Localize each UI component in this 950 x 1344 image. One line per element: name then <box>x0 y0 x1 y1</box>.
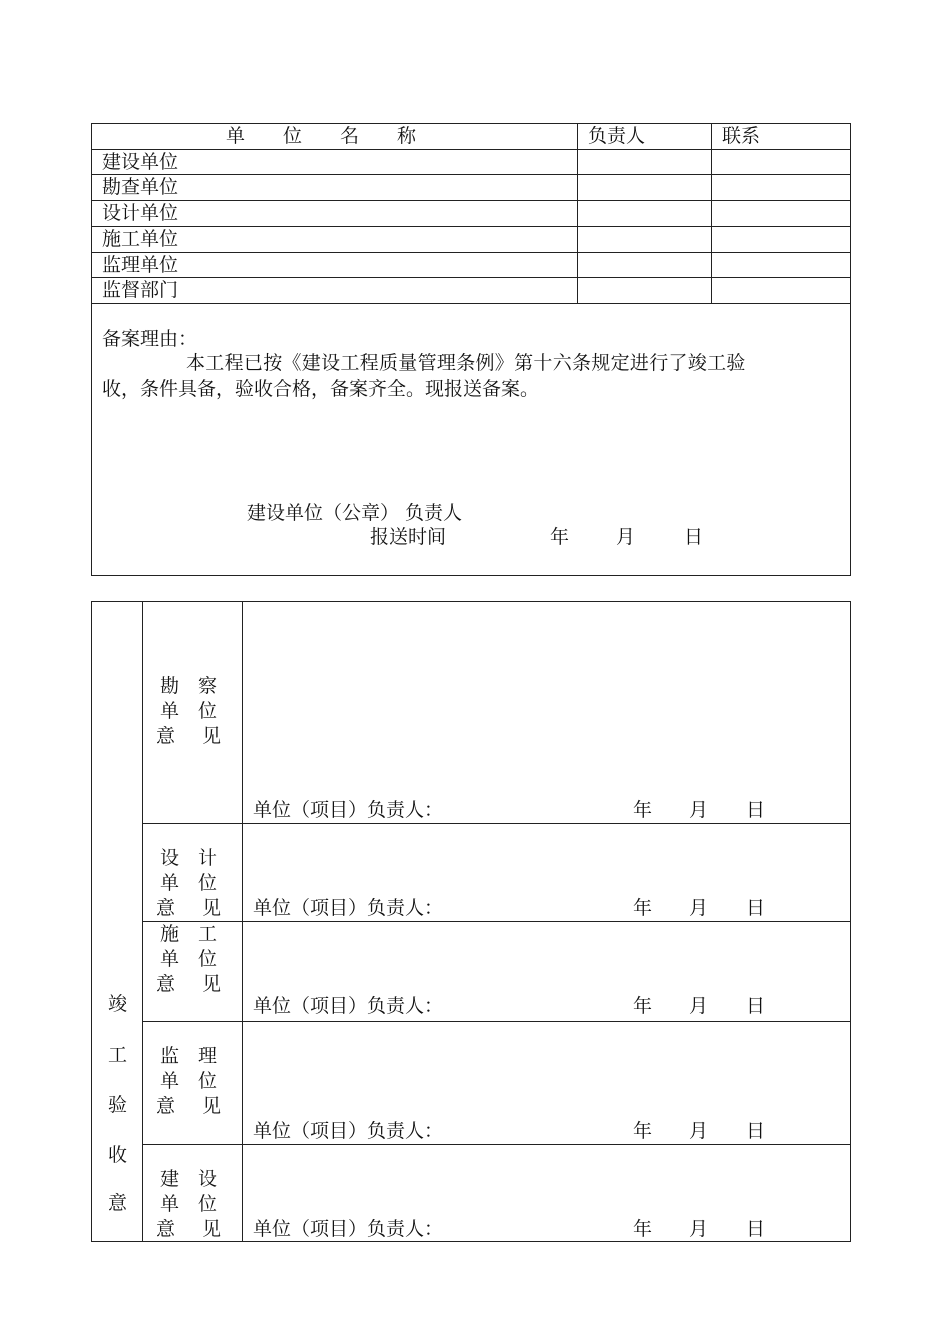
date-month: 月 <box>616 526 636 548</box>
signer-label: 单位（项目）负责人： <box>253 897 444 919</box>
section-label-line: 意 见 <box>156 1218 226 1240</box>
row-label-design-unit: 设计单位 <box>102 202 179 224</box>
section-label-line: 单 位 <box>160 872 218 894</box>
submit-time-label: 报送时间 <box>370 526 447 548</box>
side-label-char: 竣 <box>108 993 128 1015</box>
date-year: 年 <box>633 995 653 1017</box>
section-divider <box>142 921 851 922</box>
date-year: 年 <box>633 1218 653 1240</box>
row-label-oversight-department: 监督部门 <box>102 279 179 301</box>
seal-line: 建设单位（公章） 负责人 <box>247 502 463 524</box>
date-month: 月 <box>689 897 709 919</box>
date-day: 日 <box>746 995 766 1017</box>
table1-row-line <box>91 149 851 150</box>
date-day: 日 <box>746 799 766 821</box>
section-label-line: 设 计 <box>160 847 218 869</box>
table2-border-top <box>91 601 851 602</box>
section-label-line: 建 设 <box>160 1168 218 1190</box>
date-year: 年 <box>633 897 653 919</box>
side-label-char: 意 <box>108 1192 128 1214</box>
date-day: 日 <box>746 1120 766 1142</box>
section-label-line: 意 见 <box>156 725 226 747</box>
section-label-line: 意 见 <box>156 973 226 995</box>
table1-col-line <box>711 123 712 304</box>
table1-row-line <box>91 226 851 227</box>
side-label-char: 收 <box>108 1144 128 1166</box>
signer-label: 单位（项目）负责人： <box>253 1218 444 1240</box>
date-day: 日 <box>746 897 766 919</box>
section-divider <box>142 823 851 824</box>
filing-reason-text-line1: 本工程已按《建设工程质量管理条例》第十六条规定进行了竣工验 <box>186 352 746 374</box>
section-label-line: 单 位 <box>160 700 218 722</box>
header-contact: 联系 <box>722 125 761 147</box>
date-month: 月 <box>689 799 709 821</box>
date-month: 月 <box>689 1218 709 1240</box>
header-person-in-charge: 负责人 <box>588 125 646 147</box>
side-label-char: 工 <box>108 1044 128 1066</box>
table1-row-line <box>91 174 851 175</box>
date-month: 月 <box>689 995 709 1017</box>
filing-reason-label: 备案理由： <box>102 328 198 350</box>
section-label-line: 监 理 <box>160 1045 218 1067</box>
section-label-line: 施 工 <box>160 923 218 945</box>
table1-border-bottom <box>91 575 851 576</box>
section-divider <box>142 1144 851 1145</box>
table1-row-line <box>91 303 851 304</box>
signer-label: 单位（项目）负责人： <box>253 799 444 821</box>
section-label-line: 单 位 <box>160 948 218 970</box>
signer-label: 单位（项目）负责人： <box>253 1120 444 1142</box>
table1-border-right <box>850 123 851 576</box>
signer-label: 单位（项目）负责人： <box>253 995 444 1017</box>
table2-border-left <box>91 601 92 1242</box>
table2-border-bottom <box>91 1241 851 1242</box>
section-divider <box>142 1021 851 1022</box>
date-year: 年 <box>550 526 570 548</box>
table1-border-top <box>91 123 851 124</box>
section-label-line: 意 见 <box>156 1095 226 1117</box>
table1-col-line <box>577 123 578 304</box>
table1-row-line <box>91 252 851 253</box>
date-year: 年 <box>633 799 653 821</box>
row-label-survey-unit: 勘查单位 <box>102 176 179 198</box>
side-label-char: 验 <box>108 1094 128 1116</box>
row-label-supervision-unit: 监理单位 <box>102 254 179 276</box>
filing-reason-text-line2: 收，条件具备，验收合格，备案齐全。现报送备案。 <box>102 378 540 400</box>
date-year: 年 <box>633 1120 653 1142</box>
section-label-line: 单 位 <box>160 1193 218 1215</box>
section-label-line: 单 位 <box>160 1070 218 1092</box>
table1-border-left <box>91 123 92 576</box>
date-day: 日 <box>746 1218 766 1240</box>
table1-row-line <box>91 200 851 201</box>
table1-row-line <box>91 277 851 278</box>
section-label-line: 勘 察 <box>160 675 218 697</box>
header-unit-name: 单 位 名 称 <box>226 125 417 147</box>
section-label-line: 意 见 <box>156 897 226 919</box>
date-day: 日 <box>684 526 704 548</box>
row-label-construction-unit: 建设单位 <box>102 151 179 173</box>
row-label-contractor-unit: 施工单位 <box>102 228 179 250</box>
date-month: 月 <box>689 1120 709 1142</box>
